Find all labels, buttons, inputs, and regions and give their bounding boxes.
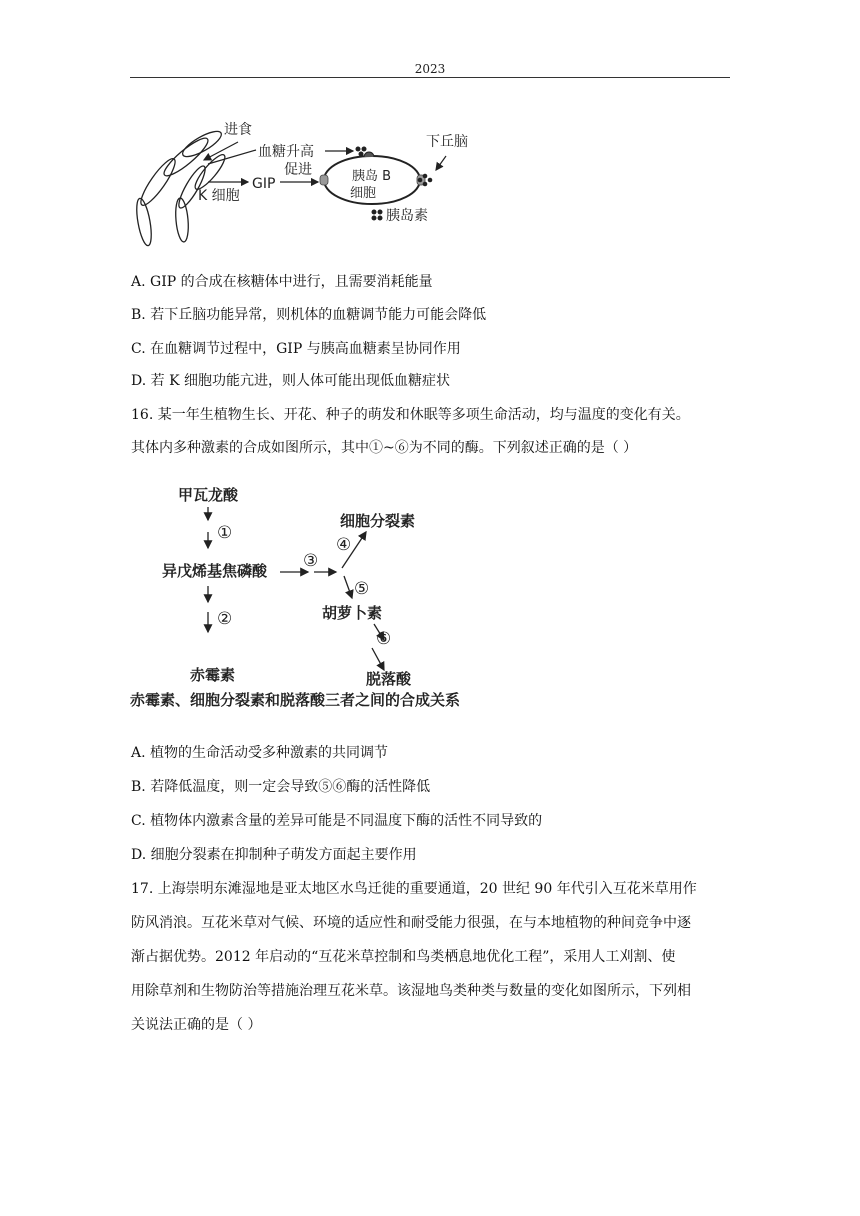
figure-caption: 赤霉素、细胞分裂素和脱落酸三者之间的合成关系 xyxy=(130,691,461,709)
gip-regulation-figure xyxy=(128,112,488,252)
eating-label: 进食 xyxy=(224,122,252,138)
insulin-label: 胰岛素 xyxy=(386,208,428,224)
enzyme-5-label: ⑤ xyxy=(354,579,370,599)
q16-option-a: A. 植物的生命活动受多种激素的共同调节 xyxy=(131,745,389,761)
ipp-label: 异戊烯基焦磷酸 xyxy=(162,562,268,580)
enzyme-6-label: ⑥ xyxy=(376,629,392,649)
enzyme-1-label: ① xyxy=(217,523,233,543)
q17-stem-line-1: 17. 上海崇明东滩湿地是亚太地区水鸟迁徙的重要通道，20 世纪 90 年代引入互花米草用作 xyxy=(131,881,697,897)
intestine-drawing xyxy=(134,127,229,247)
q15-option-d: D. 若 K 细胞功能亢进，则人体可能出现低血糖症状 xyxy=(131,373,450,389)
q16-stem-line-1: 16. 某一年生植物生长、开花、种子的萌发和休眠等多项生命活动，均与温度的变化有关。 xyxy=(131,407,690,423)
gip-label: GIP xyxy=(252,176,276,192)
mevalonic-acid-label: 甲瓦龙酸 xyxy=(178,486,239,504)
q16-option-c: C. 植物体内激素含量的差异可能是不同温度下酶的活性不同导致的 xyxy=(131,813,543,829)
enzyme-2-label: ② xyxy=(217,609,233,629)
k-cell-label: K 细胞 xyxy=(198,188,240,204)
islet-b-label-1: 胰岛 B xyxy=(352,169,392,184)
insulin-dots xyxy=(372,210,383,221)
gip-receptor xyxy=(320,175,328,185)
q16-option-b: B. 若降低温度，则一定会导致⑤⑥酶的活性降低 xyxy=(131,779,431,795)
q15-option-b: B. 若下丘脑功能异常，则机体的血糖调节能力可能会降低 xyxy=(131,307,487,323)
cytokinin-label: 细胞分裂素 xyxy=(340,512,416,530)
header-rule xyxy=(130,77,730,78)
q17-stem-line-4: 用除草剂和生物防治等措施治理互花米草。该湿地鸟类种类与数量的变化如图所示，下列相 xyxy=(131,983,691,999)
abscisic-acid-label: 脱落酸 xyxy=(366,670,412,688)
header-year: 2023 xyxy=(414,62,446,76)
gibberellin-label: 赤霉素 xyxy=(190,666,236,684)
promote-label: 促进 xyxy=(284,162,312,178)
islet-b-label-2: 细胞 xyxy=(350,186,377,201)
carotene-label: 胡萝卜素 xyxy=(322,604,383,622)
q16-stem-line-2: 其体内多种激素的合成如图所示，其中①~⑥为不同的酶。下列叙述正确的是（ ） xyxy=(131,440,638,456)
blood-sugar-label: 血糖升高 xyxy=(258,144,314,160)
hypothalamus-label: 下丘脑 xyxy=(426,134,468,150)
enzyme-3-label: ③ xyxy=(303,551,319,571)
q17-stem-line-3: 渐占据优势。2012 年启动的“互花米草控制和鸟类栖息地优化工程”，采用人工刈割、使 xyxy=(131,949,676,965)
enzyme-4-label: ④ xyxy=(336,535,352,555)
q17-stem-line-2: 防风消浪。互花米草对气候、环境的适应性和耐受能力很强，在与本地植物的种间竞争中逐 xyxy=(131,915,691,931)
q17-stem-line-5: 关说法正确的是（ ） xyxy=(131,1017,262,1033)
q16-option-d: D. 细胞分裂素在抑制种子萌发方面起主要作用 xyxy=(131,847,417,863)
q15-option-c: C. 在血糖调节过程中，GIP 与胰高血糖素呈协同作用 xyxy=(131,341,461,357)
glucose-receptor xyxy=(364,152,374,157)
q15-option-a: A. GIP 的合成在核糖体中进行，且需要消耗能量 xyxy=(131,274,433,290)
hormone-synthesis-figure xyxy=(128,480,488,712)
